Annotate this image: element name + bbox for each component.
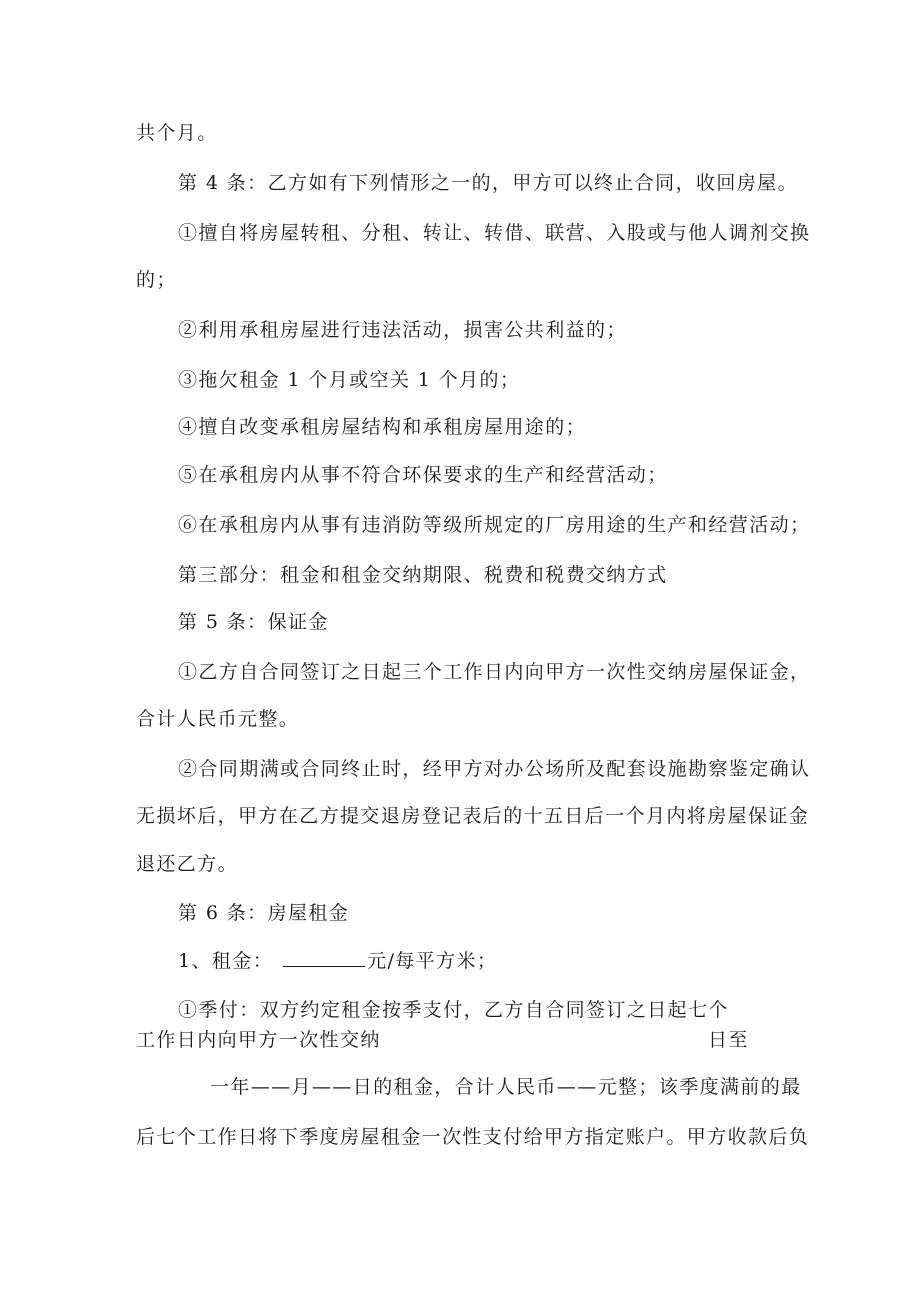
article-4-heading: 第 4 条：乙方如有下列情形之一的，甲方可以终止合同，收回房屋。 [178,172,798,194]
text-line: 合计人民币元整。 [136,708,300,730]
part-3-heading: 第三部分：租金和租金交纳期限、税费和税费交纳方式 [178,564,668,586]
clause-item: ⑥在承租房内从事有违消防等级所规定的厂房用途的生产和经营活动； [178,514,811,536]
text-line: 退还乙方。 [136,853,239,875]
text-line: 一年——月——日的租金，合计人民币——元整；该季度满前的最 [210,1076,802,1098]
text-line: 无损坏后，甲方在乙方提交退房登记表后的十五日后一个月内将房屋保证金 [136,805,810,827]
rent-unit: 元/每平方米； [367,950,498,972]
clause-item: ③拖欠租金 1 个月或空关 1 个月的； [178,369,521,391]
text-line: 后七个工作日将下季度房屋租金一次性支付给甲方指定账户。甲方收款后负 [136,1126,810,1148]
rent-line [178,948,497,974]
clause-item: ①擅自将房屋转租、分租、转让、转借、联营、入股或与他人调剂交换 [178,222,811,244]
clause-item: ②利用承租房屋进行违法活动，损害公共利益的； [178,319,627,341]
text-line: 的； [136,269,177,291]
clause-item: ④擅自改变承租房屋结构和承租房屋用途的； [178,416,587,438]
article-6-heading: 第 6 条：房屋租金 [178,902,350,924]
clause-item: ①乙方自合同签订之日起三个工作日内向甲方一次性交纳房屋保证金， [178,661,811,683]
text-line-start: 工作日内向甲方一次性交纳 [136,1029,381,1051]
clause-item: ⑤在承租房内从事不符合环保要求的生产和经营活动； [178,464,668,486]
article-5-heading: 第 5 条：保证金 [178,611,329,633]
text-line-end: 日至 [708,1029,749,1051]
clause-item: ②合同期满或合同终止时，经甲方对办公场所及配套设施勘察鉴定确认 [178,758,811,780]
rent-blank-field [283,948,365,967]
rent-label: 1、租金： [178,950,274,972]
text-line: 共个月。 [136,122,218,144]
clause-item: ①季付：双方约定租金按季支付，乙方自合同签订之日起七个 [178,999,729,1021]
